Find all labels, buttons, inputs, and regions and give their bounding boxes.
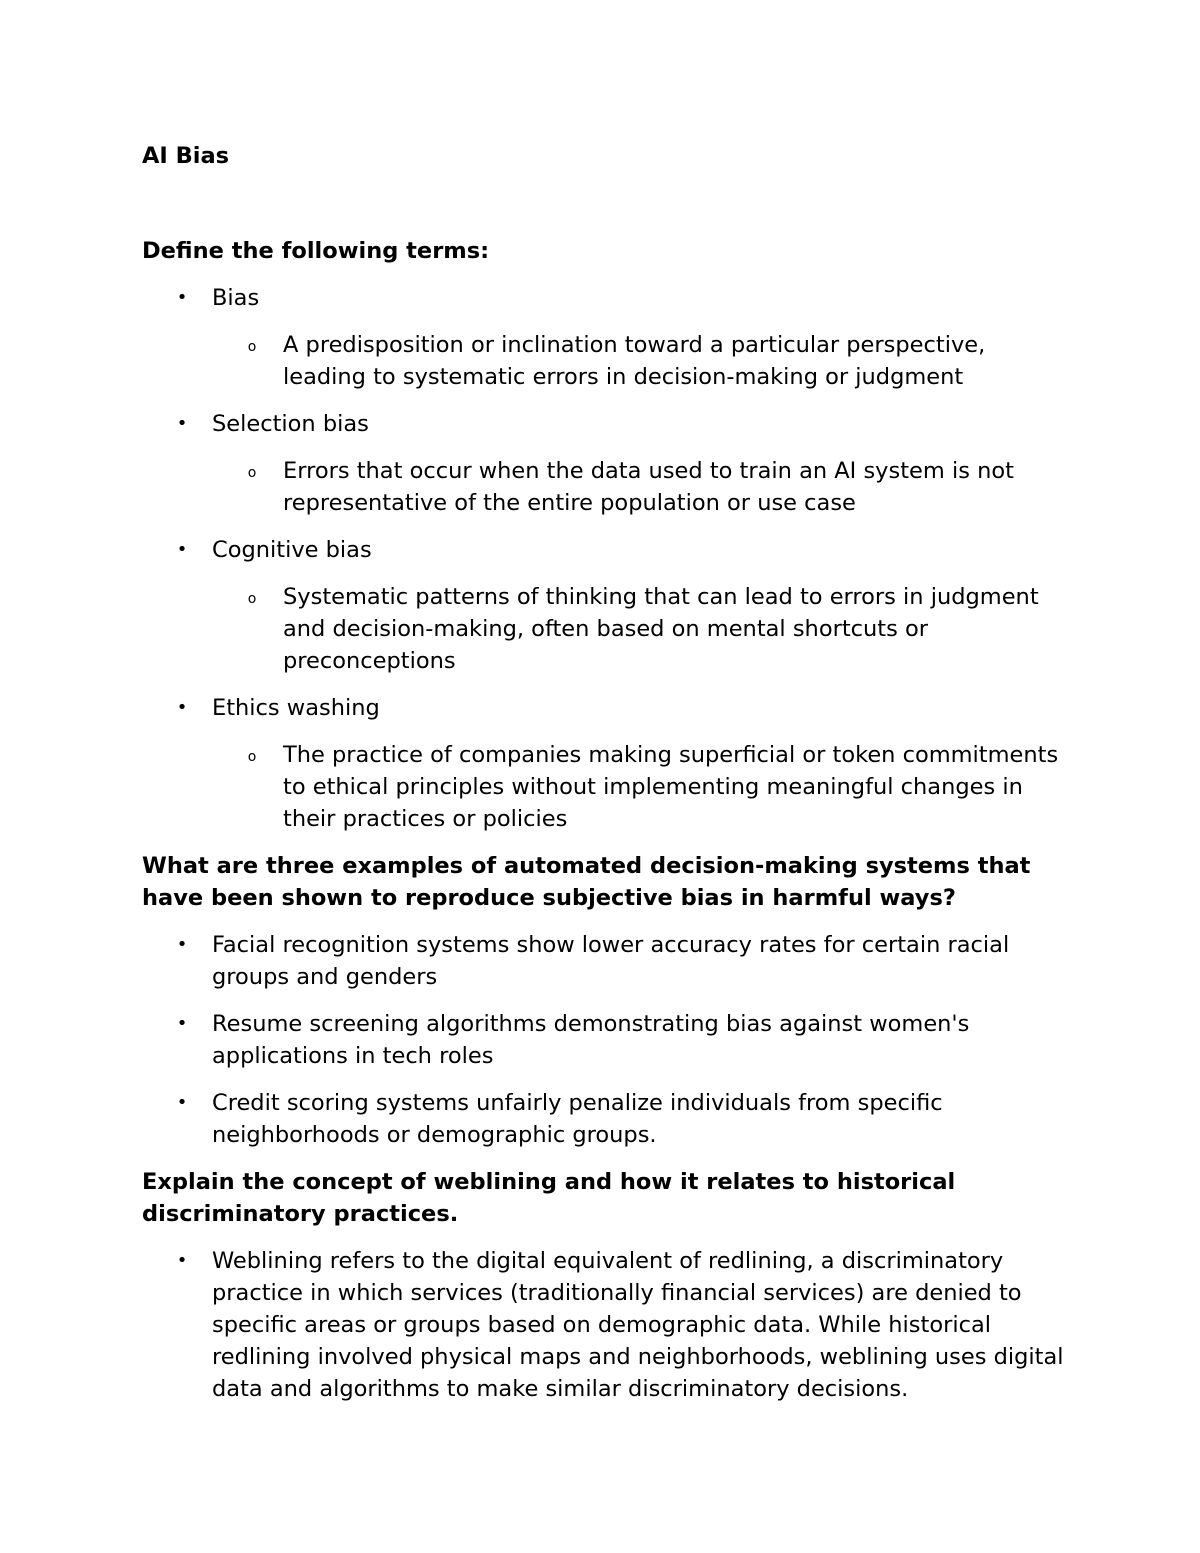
weblining-list <box>142 1245 1072 1405</box>
list-item <box>142 1008 1072 1072</box>
definition-item <box>142 455 1072 519</box>
definition-list <box>212 581 1072 677</box>
weblining-text: Weblining refers to the digital equivalent of redlining, a discriminatory practice in which services (traditionally financial services) are denied to specific areas or groups based on demographic data. While historical redlining involved physical maps and neighborhoods, weblining uses digital data and algorithms to make similar discriminatory decisions. <box>212 1248 1064 1402</box>
definition-list <box>212 329 1072 393</box>
document-body <box>142 140 1072 1405</box>
bullet-icon: • <box>176 1250 188 1271</box>
document-title: AI Bias <box>142 143 230 169</box>
bullet-icon: • <box>176 1013 188 1034</box>
term-definition: The practice of companies making superficial or token commitments to ethical principles without implementing meaningful changes in their practices or policies <box>283 742 1059 832</box>
bullet-icon: • <box>176 539 188 560</box>
term-item <box>142 408 1072 519</box>
section-heading-weblining: Explain the concept of weblining and how it relates to historical discriminatory practices. <box>142 1169 956 1227</box>
definition-item <box>142 581 1072 677</box>
term-item <box>142 692 1072 835</box>
bullet-icon: • <box>176 697 188 718</box>
examples-list <box>142 929 1072 1151</box>
term-definition: Systematic patterns of thinking that can lead to errors in judgment and decision-making, often based on mental shortcuts or preconceptions <box>283 584 1039 674</box>
term-label: Selection bias <box>212 411 369 437</box>
terms-list <box>142 282 1072 835</box>
bullet-icon: • <box>176 287 188 308</box>
section-heading-terms: Define the following terms: <box>142 238 490 264</box>
definition-item <box>142 739 1072 835</box>
sub-bullet-icon: o <box>247 749 257 765</box>
sub-bullet-icon: o <box>247 465 257 481</box>
term-item <box>142 282 1072 393</box>
list-item <box>142 1245 1072 1405</box>
example-text: Resume screening algorithms demonstrating bias against women's applications in tech roles <box>212 1011 970 1069</box>
definition-item <box>142 329 1072 393</box>
section-heading-examples: What are three examples of automated decision-making systems that have been shown to reproduce subjective bias in harmful ways? <box>142 853 1031 911</box>
example-text: Facial recognition systems show lower accuracy rates for certain racial groups and genders <box>212 932 1010 990</box>
example-text: Credit scoring systems unfairly penalize individuals from specific neighborhoods or demographic groups. <box>212 1090 943 1148</box>
bullet-icon: • <box>176 1092 188 1113</box>
bullet-icon: • <box>176 413 188 434</box>
definition-list <box>212 739 1072 835</box>
sub-bullet-icon: o <box>247 591 257 607</box>
term-definition: Errors that occur when the data used to train an AI system is not representative of the entire population or use case <box>283 458 1014 516</box>
term-label: Ethics washing <box>212 695 380 721</box>
term-label: Cognitive bias <box>212 537 372 563</box>
list-item <box>142 1087 1072 1151</box>
definition-list <box>212 455 1072 519</box>
term-item <box>142 534 1072 677</box>
sub-bullet-icon: o <box>247 339 257 355</box>
term-definition: A predisposition or inclination toward a particular perspective, leading to systematic errors in decision-making or judgment <box>283 332 986 390</box>
term-label: Bias <box>212 285 260 311</box>
list-item <box>142 929 1072 993</box>
bullet-icon: • <box>176 934 188 955</box>
